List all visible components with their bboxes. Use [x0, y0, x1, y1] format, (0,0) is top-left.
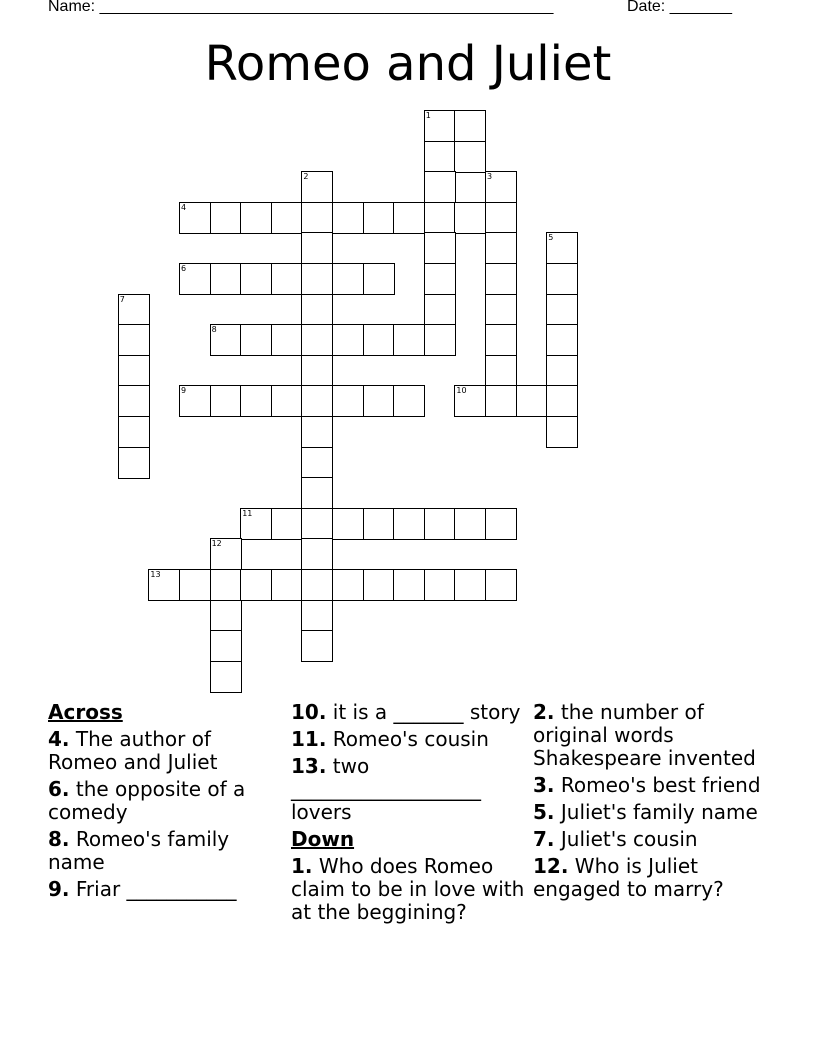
crossword-cell[interactable]: [118, 385, 150, 417]
crossword-cell[interactable]: [301, 171, 333, 203]
cell-number: 11: [242, 508, 253, 518]
clue-number: 12.: [533, 854, 569, 878]
clue-number: 13.: [291, 754, 327, 778]
clue-text: Friar ___________: [75, 877, 237, 901]
crossword-cell[interactable]: [546, 324, 578, 356]
clue-down-2: [533, 701, 773, 770]
clue-across-9: [48, 878, 273, 901]
crossword-cell[interactable]: [179, 385, 211, 417]
clue-text: The author of Romeo and Juliet: [48, 727, 218, 774]
crossword-cell[interactable]: [393, 508, 425, 540]
crossword-cell[interactable]: [210, 630, 242, 662]
crossword-cell[interactable]: [301, 600, 333, 632]
crossword-cell[interactable]: [301, 416, 333, 448]
crossword-cell[interactable]: [271, 324, 303, 356]
crossword-cell[interactable]: [240, 263, 272, 295]
clue-number: 5.: [533, 800, 555, 824]
cell-number: 4: [181, 202, 187, 212]
clue-number: 2.: [533, 700, 555, 724]
crossword-cell[interactable]: [332, 263, 364, 295]
crossword-cell[interactable]: [118, 324, 150, 356]
clue-column-3: [533, 701, 773, 905]
crossword-cell[interactable]: [118, 294, 150, 326]
clue-number: 8.: [48, 827, 70, 851]
crossword-cell[interactable]: [301, 630, 333, 662]
crossword-cell[interactable]: [210, 661, 242, 693]
page-title: Romeo and Juliet: [204, 36, 612, 92]
crossword-cell[interactable]: [210, 202, 242, 234]
crossword-cell[interactable]: [210, 324, 242, 356]
clue-across-6: [48, 778, 273, 824]
crossword-cell[interactable]: [301, 385, 333, 417]
crossword-cell[interactable]: [363, 385, 395, 417]
crossword-cell[interactable]: [485, 569, 517, 601]
crossword-cell[interactable]: [546, 263, 578, 295]
crossword-cell[interactable]: [485, 232, 517, 264]
crossword-cell[interactable]: [301, 324, 333, 356]
crossword-cell[interactable]: [118, 416, 150, 448]
crossword-cell[interactable]: [546, 232, 578, 264]
clue-number: 10.: [291, 700, 327, 724]
crossword-cell[interactable]: [301, 569, 333, 601]
crossword-cell[interactable]: [393, 385, 425, 417]
cell-number: 13: [150, 570, 161, 579]
crossword-cell[interactable]: [210, 569, 242, 601]
crossword-cell[interactable]: [424, 263, 456, 295]
crossword-cell[interactable]: [332, 569, 364, 601]
clue-text: the number of original words Shakespeare invented: [533, 700, 756, 770]
crossword-cell[interactable]: [485, 202, 517, 234]
clue-text: Who does Romeo claim to be in love with at the beggining?: [291, 854, 525, 924]
clue-text: Who is Juliet engaged to marry?: [533, 854, 724, 901]
crossword-cell[interactable]: [546, 294, 578, 326]
clue-number: 7.: [533, 827, 555, 851]
crossword-cell[interactable]: [424, 508, 456, 540]
crossword-cell[interactable]: [454, 508, 486, 540]
crossword-cell[interactable]: [301, 508, 333, 540]
crossword-cell[interactable]: [210, 538, 242, 570]
down-heading: Down: [291, 827, 355, 851]
across-heading: Across: [48, 700, 123, 724]
crossword-cell[interactable]: [240, 385, 272, 417]
crossword-cell[interactable]: [179, 569, 211, 601]
crossword-cell[interactable]: [424, 232, 456, 264]
crossword-cell[interactable]: [424, 202, 456, 234]
crossword-cell[interactable]: [301, 477, 333, 509]
crossword-cell[interactable]: [271, 202, 303, 234]
crossword-cell[interactable]: [240, 508, 272, 540]
cell-number: 7: [119, 294, 125, 304]
crossword-cell[interactable]: [301, 263, 333, 295]
cell-number: 5: [548, 233, 554, 243]
crossword-cell[interactable]: [301, 447, 333, 479]
crossword-cell[interactable]: [485, 355, 517, 387]
crossword-cell[interactable]: [301, 232, 333, 264]
crossword-cell[interactable]: [332, 385, 364, 417]
crossword-cell[interactable]: [332, 324, 364, 356]
crossword-cell[interactable]: [393, 324, 425, 356]
clue-text: it is a _______ story: [332, 700, 521, 724]
clue-number: 1.: [291, 854, 313, 878]
cell-number: 1: [425, 111, 431, 120]
crossword-cell[interactable]: [424, 110, 456, 142]
crossword-cell[interactable]: [546, 355, 578, 387]
crossword-cell[interactable]: [363, 508, 395, 540]
crossword-cell[interactable]: [424, 141, 456, 173]
cell-number: 8: [211, 325, 217, 335]
clue-text: Juliet's family name: [560, 800, 758, 824]
clue-number: 9.: [48, 877, 70, 901]
cell-number: 3: [487, 172, 493, 182]
crossword-cell[interactable]: [485, 263, 517, 295]
cell-number: 10: [456, 386, 467, 396]
crossword-cell[interactable]: [454, 110, 486, 142]
crossword-cell[interactable]: [210, 263, 242, 295]
crossword-cell[interactable]: [516, 385, 548, 417]
crossword-cell[interactable]: [393, 569, 425, 601]
cell-number: 2: [303, 172, 309, 182]
clue-across-8: [48, 828, 273, 874]
cell-number: 12: [211, 539, 222, 549]
crossword-cell[interactable]: [240, 202, 272, 234]
crossword-cell[interactable]: [546, 416, 578, 448]
crossword-cell[interactable]: [179, 263, 211, 295]
crossword-cell[interactable]: [301, 538, 333, 570]
crossword-cell[interactable]: [485, 294, 517, 326]
crossword-cell[interactable]: [546, 385, 578, 417]
cell-number: 6: [181, 264, 187, 273]
crossword-cell[interactable]: [363, 324, 395, 356]
clue-text: Romeo's cousin: [332, 727, 489, 751]
crossword-cell[interactable]: [118, 355, 150, 387]
clue-down-1: [291, 855, 526, 924]
crossword-cell[interactable]: [301, 355, 333, 387]
crossword-cell[interactable]: [301, 202, 333, 234]
crossword-cell[interactable]: [424, 324, 456, 356]
crossword-cell[interactable]: [454, 141, 486, 173]
clue-across-13: [291, 755, 526, 824]
crossword-cell[interactable]: [271, 508, 303, 540]
crossword-cell[interactable]: [363, 569, 395, 601]
crossword-cell[interactable]: [454, 569, 486, 601]
cell-number: 9: [181, 386, 187, 396]
date-field: Date: _______: [627, 0, 732, 15]
clue-text: Romeo's best friend: [560, 773, 761, 797]
name-field: Name: ___________________________________________________: [48, 0, 554, 15]
clue-across-4: [48, 728, 273, 774]
crossword-cell[interactable]: [454, 202, 486, 234]
clue-down-7: [533, 828, 773, 851]
crossword-cell[interactable]: [485, 171, 517, 203]
clue-number: 4.: [48, 727, 70, 751]
clue-number: 3.: [533, 773, 555, 797]
crossword-cell[interactable]: [240, 324, 272, 356]
clue-text: Romeo's family name: [48, 827, 230, 874]
crossword-cell[interactable]: [271, 263, 303, 295]
crossword-cell[interactable]: [332, 508, 364, 540]
crossword-cell[interactable]: [485, 324, 517, 356]
crossword-cell[interactable]: [179, 202, 211, 234]
clue-down-12: [533, 855, 773, 901]
clue-text: Juliet's cousin: [560, 827, 698, 851]
crossword-cell[interactable]: [485, 508, 517, 540]
crossword-cell[interactable]: [240, 569, 272, 601]
crossword-cell[interactable]: [393, 202, 425, 234]
crossword-cell[interactable]: [424, 569, 456, 601]
clue-number: 11.: [291, 727, 327, 751]
crossword-cell[interactable]: [332, 202, 364, 234]
clue-number: 6.: [48, 777, 70, 801]
clue-column-1: [48, 701, 273, 905]
clue-across-10: [291, 701, 526, 724]
crossword-cell[interactable]: [301, 294, 333, 326]
crossword-cell[interactable]: [363, 202, 395, 234]
crossword-cell[interactable]: [148, 569, 180, 601]
clue-text: two ___________________ lovers: [291, 754, 481, 824]
crossword-cell[interactable]: [271, 385, 303, 417]
crossword-cell[interactable]: [210, 385, 242, 417]
crossword-cell[interactable]: [485, 385, 517, 417]
crossword-cell[interactable]: [363, 263, 395, 295]
clue-text: the opposite of a comedy: [48, 777, 246, 824]
crossword-cell[interactable]: [424, 294, 456, 326]
crossword-cell[interactable]: [424, 171, 456, 203]
crossword-cell[interactable]: [118, 447, 150, 479]
clue-column-2: [291, 701, 526, 928]
crossword-cell[interactable]: [271, 569, 303, 601]
clue-down-5: [533, 801, 773, 824]
clue-down-3: [533, 774, 773, 797]
crossword-cell[interactable]: [210, 600, 242, 632]
crossword-cell[interactable]: [454, 385, 486, 417]
clue-across-11: [291, 728, 526, 751]
